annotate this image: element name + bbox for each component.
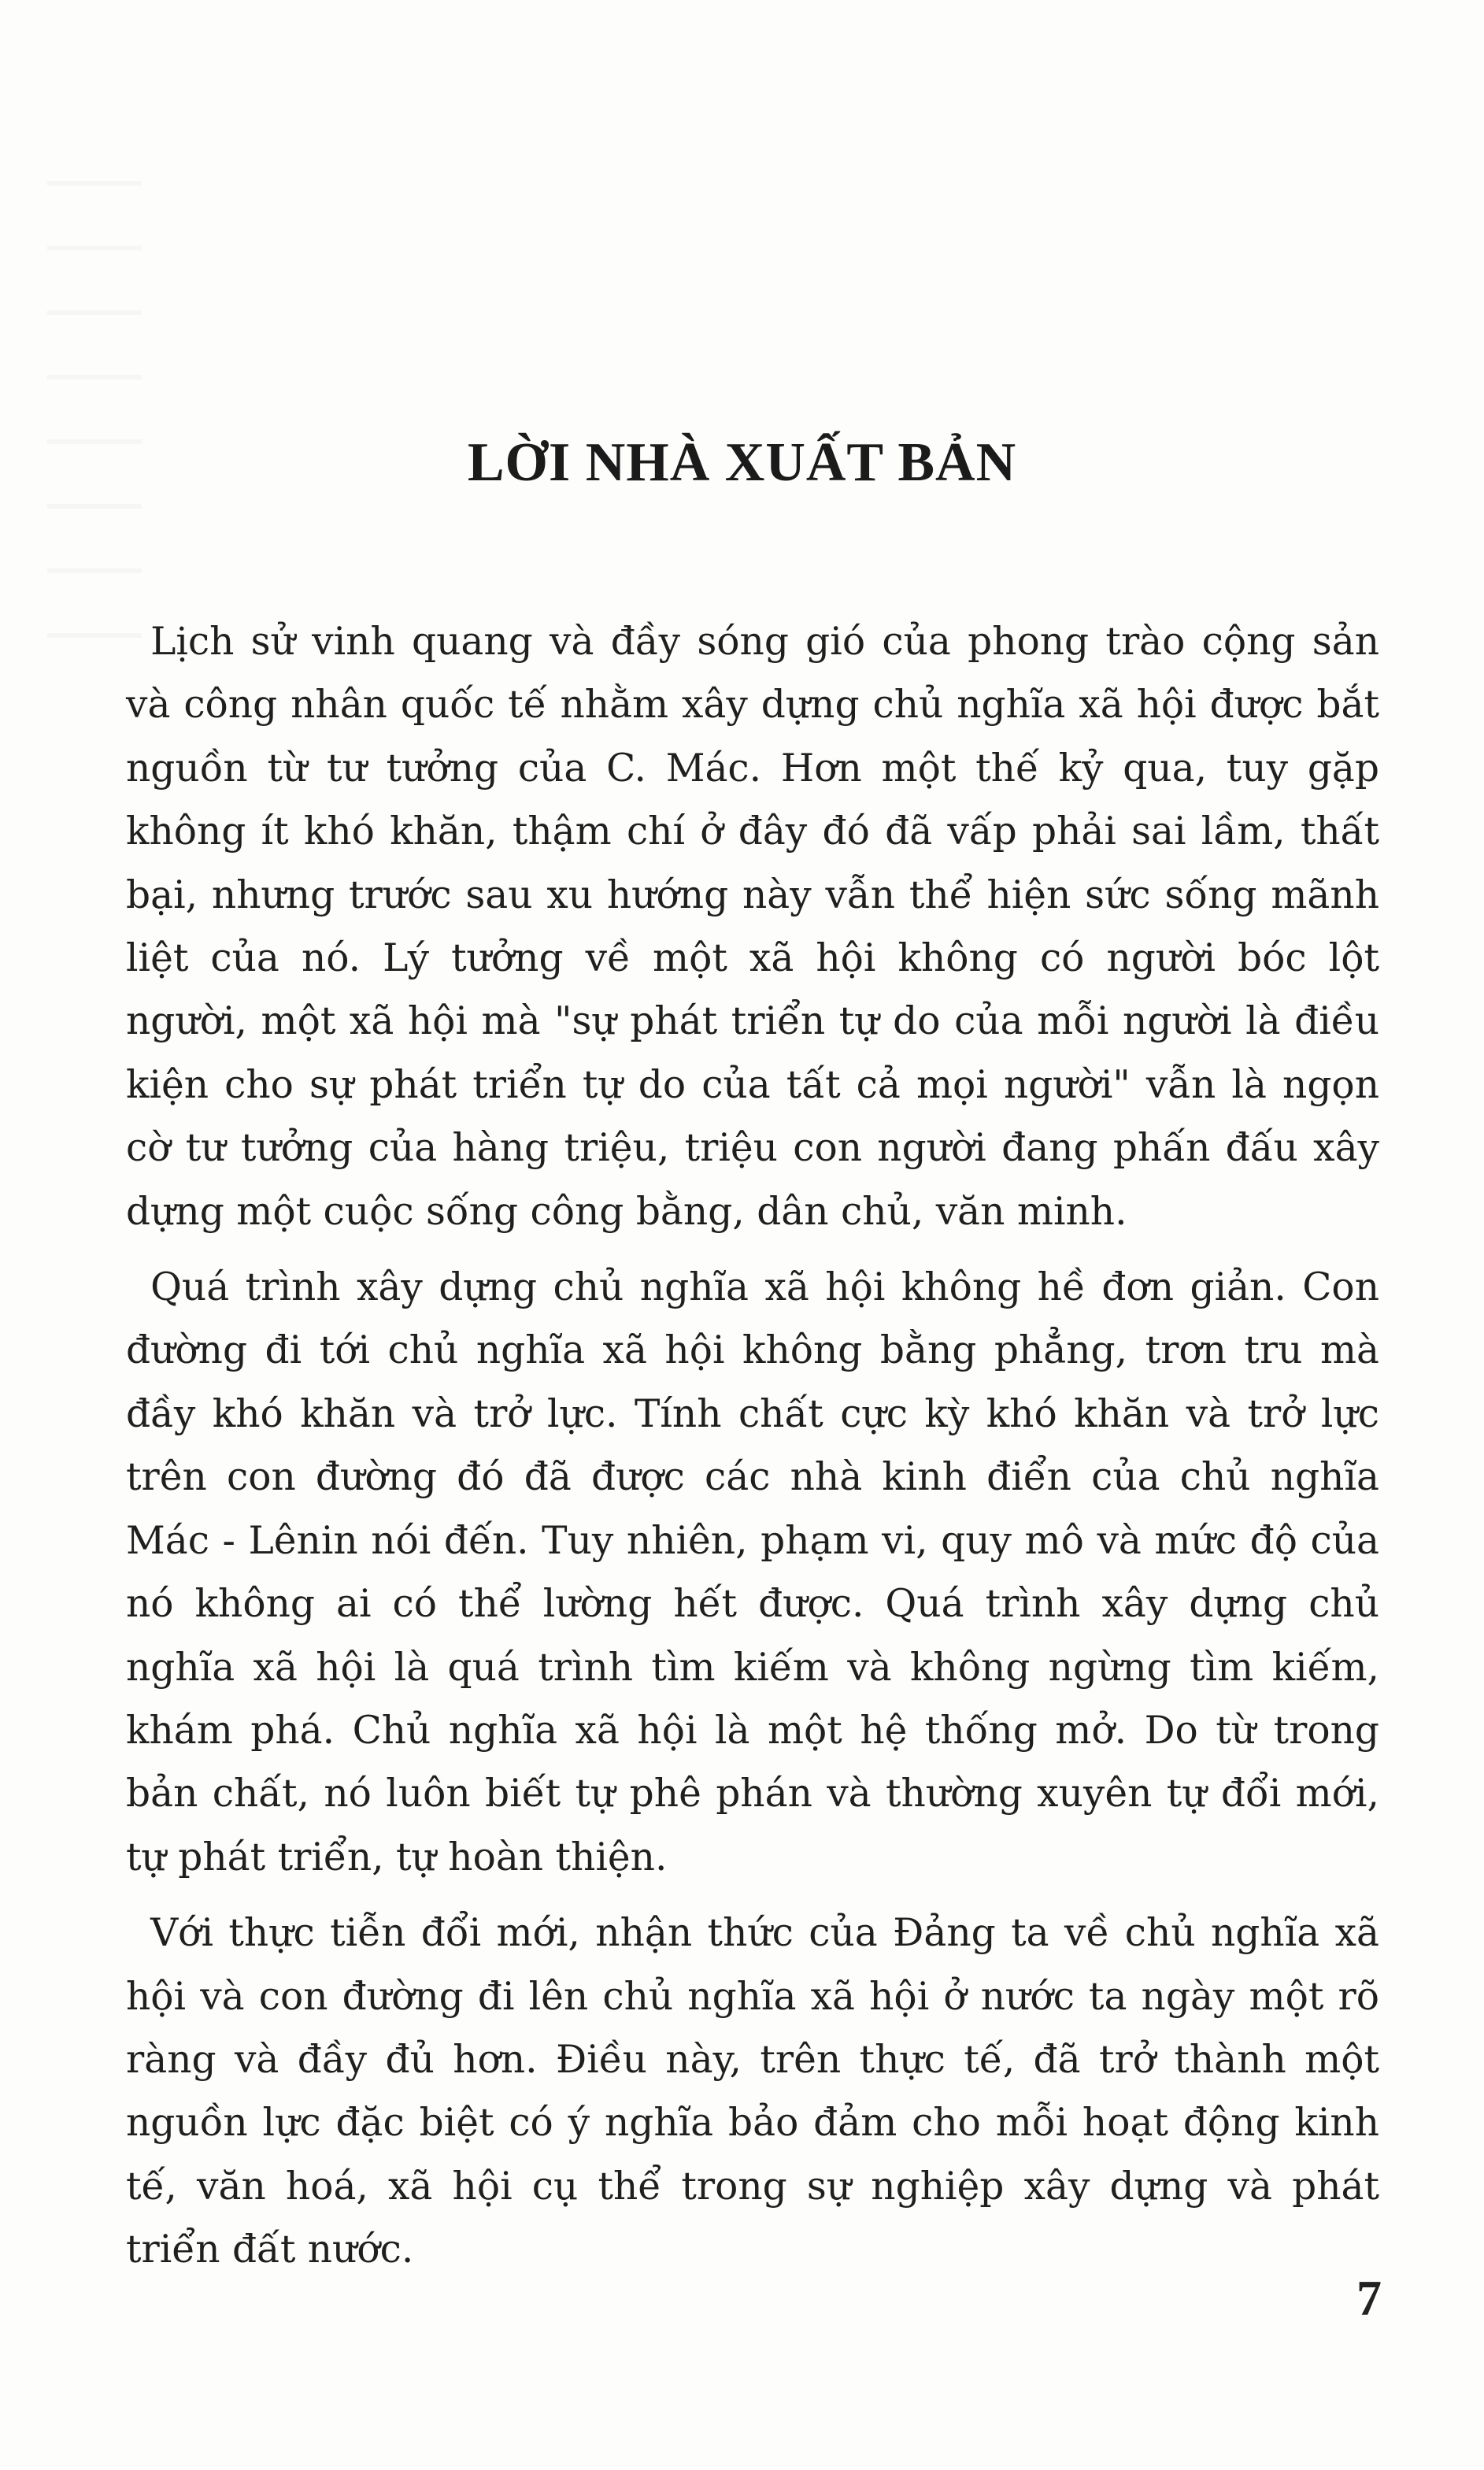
page-number: 7 <box>1356 2270 1382 2326</box>
show-through-shadow <box>47 181 142 669</box>
paragraph-3: Với thực tiễn đổi mới, nhận thức của Đảng ta về chủ nghĩa xã hội và con đường đi lên chủ nghĩa xã hội ở nước ta ngày một rõ ràng và đầy đủ hơn. Điều này, trên thực tế, đã trở thành một nguồn lực đặc biệt có ý nghĩa bảo đảm cho mỗi hoạt động kinh tế, văn hoá, xã hội cụ thể trong sự nghiệp xây dựng và phát triển đất nước. <box>126 1911 1379 2272</box>
body-text <box>126 610 1379 2282</box>
paragraph-2: Quá trình xây dựng chủ nghĩa xã hội không hề đơn giản. Con đường đi tới chủ nghĩa xã hội không bằng phẳng, trơn tru mà đầy khó khăn và trở lực. Tính chất cực kỳ khó khăn và trở lực trên con đường đó đã được các nhà kinh điển của chủ nghĩa Mác - Lênin nói đến. Tuy nhiên, phạm vi, quy mô và mức độ của nó không ai có thể lường hết được. Quá trình xây dựng chủ nghĩa xã hội là quá trình tìm kiếm và không ngừng tìm kiếm, khám phá. Chủ nghĩa xã hội là một hệ thống mở. Do từ trong bản chất, nó luôn biết tự phê phán và thường xuyên tự đổi mới, tự phát triển, tự hoàn thiện. <box>126 1265 1379 1879</box>
paragraph-1: Lịch sử vinh quang và đầy sóng gió của phong trào cộng sản và công nhân quốc tế nhằm xây dựng chủ nghĩa xã hội được bắt nguồn từ tư tưởng của C. Mác. Hơn một thế kỷ qua, tuy gặp không ít khó khăn, thậm chí ở đây đó đã vấp phải sai lầm, thất bại, nhưng trước sau xu hướng này vẫn thể hiện sức sống mãnh liệt của nó. Lý tưởng về một xã hội không có người bóc lột người, một xã hội mà "sự phát triển tự do của mỗi người là điều kiện cho sự phát triển tự do của tất cả mọi người" vẫn là ngọn cờ tư tưởng của hàng triệu, triệu con người đang phấn đấu xây dựng một cuộc sống công bằng, dân chủ, văn minh. <box>126 620 1379 1234</box>
page-title: LỜI NHÀ XUẤT BẢN <box>467 432 1017 493</box>
